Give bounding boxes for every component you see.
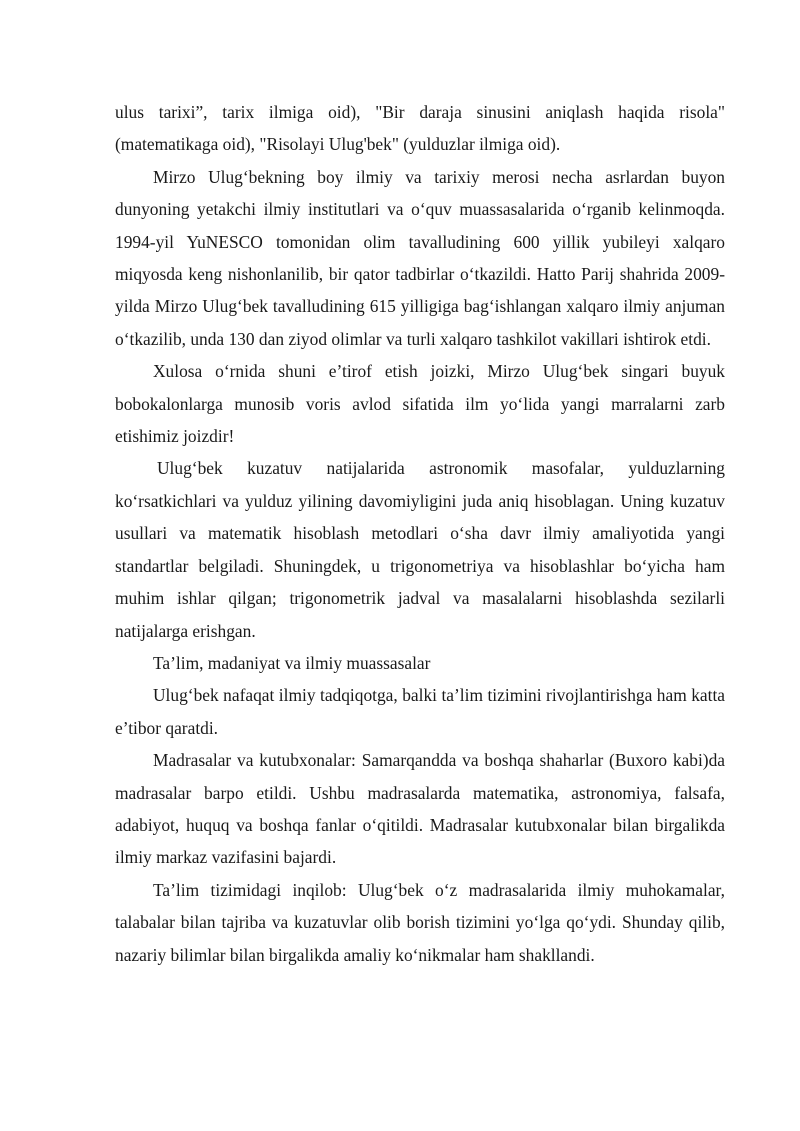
paragraph-observations: Ulug‘bek kuzatuv natijalarida astronomik masofalar, yulduzlarning ko‘rsatkichlari va yulduz yilining davomiyligini juda aniq hisoblagan. Uning kuzatuv usullari va matematik hisoblash metodlari o‘sha davr ilmiy amaliyotida yangi standartlar belgiladi. Shuningdek, u trigonometriya va hisoblashlar bo‘yicha ham muhim ishlar qilgan; trigonometrik jadval va masalalarni hisoblashda sezilarli natijalarga erishgan.: [115, 458, 725, 641]
paragraph-education-revolution: Ta’lim tizimidagi inqilob: Ulug‘bek o‘z madrasalarida ilmiy muhokamalar, talabalar bilan tajriba va kuzatuvlar olib borish tizimini yo‘lga qo‘ydi. Shunday qilib, nazariy bilimlar bilan birgalikda amaliy ko‘nikmalar ham shakllandi.: [115, 879, 725, 965]
paragraph-legacy: Mirzo Ulug‘bekning boy ilmiy va tarixiy merosi necha asrlardan buyon dunyoning yetakchi ilmiy institutlari va o‘quv muassasalarida o‘rganib kelinmoqda. 1994-yil YuNESCO tomonidan olim tavalludining 600 yillik yubileyi xalqaro miqyosda keng nishonlanilib, bir qator tadbirlar o‘tkazildi. Hatto Parij shahrida 2009-yilda Mirzo Ulug‘bek tavalludining 615 yilligiga bag‘ishlangan xalqaro ilmiy anjuman o‘tkazilib, unda 130 dan ziyod olimlar va turli xalqaro tashkilot vakillari ishtirok etdi.: [115, 166, 725, 349]
paragraph-continuation: ulus tarixi”, tarix ilmiga oid), "Bir daraja sinusini aniqlash haqida risola" (matematikaga oid), "Risolayi Ulug'bek" (yulduzlar ilmiga oid).: [115, 102, 725, 155]
paragraph-conclusion: Xulosa o‘rnida shuni e’tirof etish joizki, Mirzo Ulug‘bek singari buyuk bobokalonlarga munosib voris avlod sifatida ilm yo‘lida yangi marralarni zarb etishimiz joizdir!: [115, 361, 725, 447]
paragraph-madrasas: Madrasalar va kutubxonalar: Samarqandda va boshqa shaharlar (Buxoro kabi)da madrasalar barpo etildi. Ushbu madrasalarda matematika, astronomiya, falsafa, adabiyot, huquq va boshqa fanlar o‘qitildi. Madrasalar kutubxonalar bilan birgalikda ilmiy markaz vazifasini bajardi.: [115, 750, 725, 868]
section-heading-education: Ta’lim, madaniyat va ilmiy muassasalar: [153, 652, 431, 673]
document-page: [115, 96, 725, 971]
paragraph-education-intro: Ulug‘bek nafaqat ilmiy tadqiqotga, balki ta’lim tizimini rivojlantirishga ham katta e’tibor qaratdi.: [115, 685, 725, 738]
